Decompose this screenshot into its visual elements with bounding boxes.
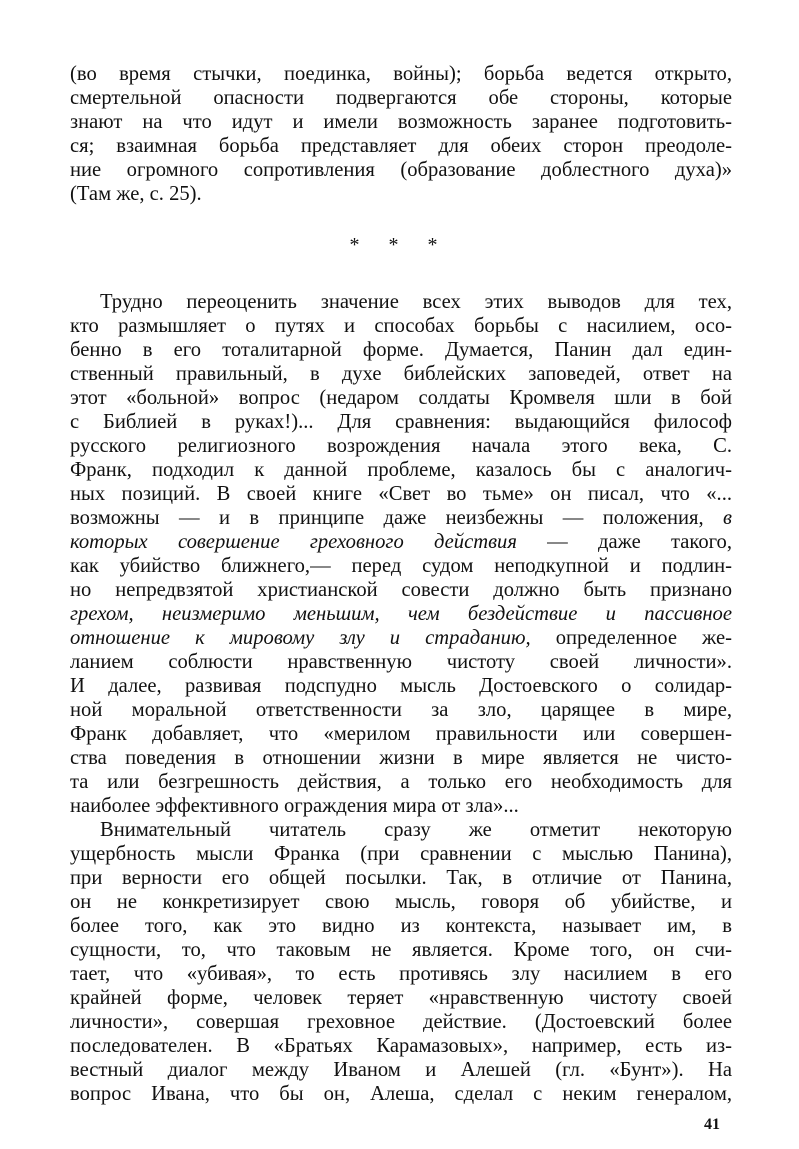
text-line: наиболее эффективного ограждения мира от зла»... xyxy=(70,795,519,817)
text-line: последователен. В «Братьях Карамазовых», например, есть из- xyxy=(70,1035,732,1057)
text-line: кто размышляет о путях и способах борьбы с насилием, осо- xyxy=(70,315,732,337)
text-line xyxy=(70,626,732,650)
text-line: ущербность мысли Франка (при сравнении с мыслью Панина), xyxy=(70,843,732,865)
text-line: сущности, то, что таковым не является. Кроме того, он счи- xyxy=(70,939,732,961)
text-line: он не конкретизирует свою мысль, говоря об убийстве, и xyxy=(70,891,732,913)
text-segment: определенное же- xyxy=(530,627,732,649)
text-line: ланием соблюсти нравственную чистоту своей личности». xyxy=(70,651,732,673)
text-line: ственный правильный, в духе библейских заповедей, ответ на xyxy=(70,363,732,385)
text-line: при верности его общей посылки. Так, в отличие от Панина, xyxy=(70,867,732,889)
text-line: с Библией в руках!)... Для сравнения: выдающийся философ xyxy=(70,411,732,433)
text-line: вопрос Ивана, что бы он, Алеша, сделал с неким генералом, xyxy=(70,1083,732,1105)
text-line: тает, что «убивая», то есть противясь злу насилием в его xyxy=(70,963,732,985)
text-line: ние огромного сопротивления (образование доблестного духа)» xyxy=(70,159,732,181)
italic-segment: отношение к мировому злу и страданию, xyxy=(70,627,531,649)
text-line: этот «больной» вопрос (недаром солдаты Кромвеля шли в бой xyxy=(70,387,732,409)
text-line: ства поведения в отношении жизни в мире является не чисто- xyxy=(70,747,732,769)
text-line: та или безгрешность действия, а только его необходимость для xyxy=(70,771,732,793)
text-line: знают на что идут и имели возможность заранее подготовить- xyxy=(70,111,732,133)
text-line: русского религиозного возрождения начала этого века, С. xyxy=(70,435,732,457)
section-separator: * * * xyxy=(349,234,450,256)
text-line xyxy=(70,506,732,530)
italic-segment: которых совершение греховного действия xyxy=(70,531,517,553)
text-segment: возможны — и в принципе даже неизбежны — положения, xyxy=(70,507,704,529)
italic-segment: грехом, неизмеримо меньшим, чем бездействие и пассивное xyxy=(70,603,732,625)
text-line: но непредвзятой христианской совести должно быть признано xyxy=(70,579,732,601)
text-line: вестный диалог между Иваном и Алешей (гл. «Бунт»). На xyxy=(70,1059,732,1081)
page-number: 41 xyxy=(704,1116,720,1133)
text-line: личности», совершая греховное действие. (Достоевский более xyxy=(70,1011,732,1033)
text-line: Внимательный читатель сразу же отметит некоторую xyxy=(100,819,732,841)
text-line: как убийство ближнего,— перед судом неподкупной и подлин- xyxy=(70,555,732,577)
text-line: крайней форме, человек теряет «нравственную чистоту своей xyxy=(70,987,732,1009)
text-line: смертельной опасности подвергаются обе стороны, которые xyxy=(70,87,732,109)
text-line: ных позиций. В своей книге «Свет во тьме» он писал, что «... xyxy=(70,483,732,505)
text-line: И далее, развивая подспудно мысль Достоевского о солидар- xyxy=(70,675,732,697)
text-line: бенно в его тоталитарной форме. Думается, Панин дал един- xyxy=(70,339,732,361)
text-line: Трудно переоценить значение всех этих выводов для тех, xyxy=(100,291,732,313)
text-line xyxy=(70,602,732,626)
text-line: (Там же, с. 25). xyxy=(70,183,202,205)
text-line: более того, как это видно из контекста, называет им, в xyxy=(70,915,732,937)
text-line: ной моральной ответственности за зло, царящее в мире, xyxy=(70,699,732,721)
text-segment: — даже такого, xyxy=(516,531,732,553)
text-line: Франк добавляет, что «мерилом правильности или совершен- xyxy=(70,723,732,745)
italic-segment: в xyxy=(723,507,732,529)
text-line: ся; взаимная борьба представляет для обеих сторон преодоле- xyxy=(70,135,732,157)
text-line: Франк, подходил к данной проблеме, казалось бы с аналогич- xyxy=(70,459,732,481)
text-line xyxy=(70,530,732,554)
text-line: (во время стычки, поединка, войны); борьба ведется открыто, xyxy=(70,63,732,85)
